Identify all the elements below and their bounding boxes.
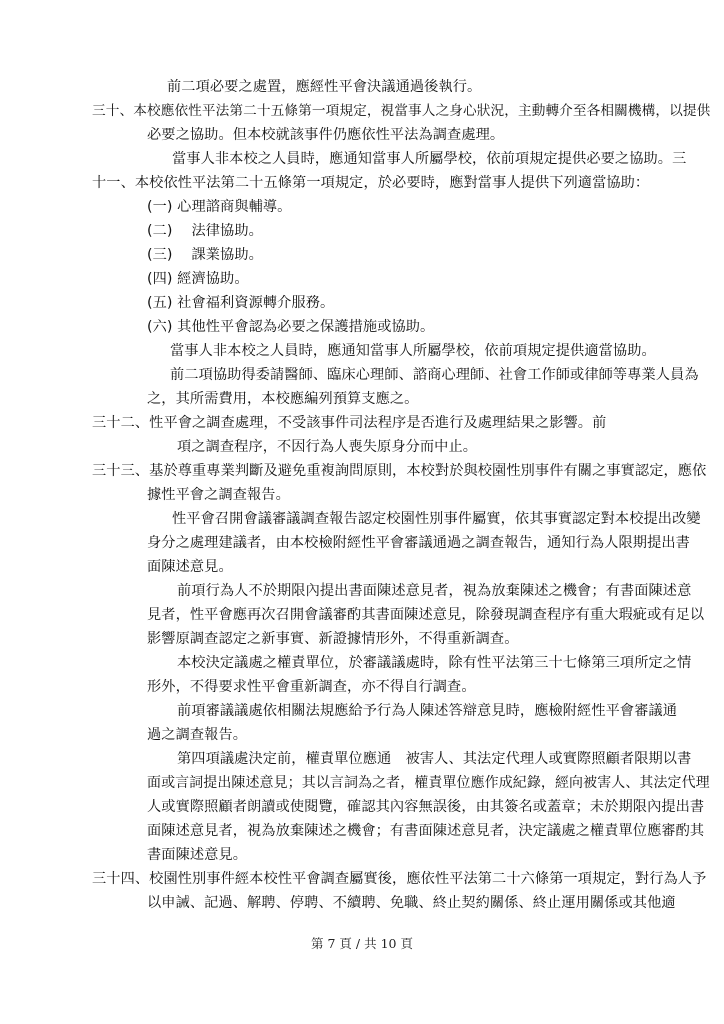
list-item: (一) 心理諮商與輔導。 [147, 199, 292, 215]
text-line: 前項行為人不於期限內提出書面陳述意見者，視為放棄陳述之機會；有書面陳述意 [177, 583, 692, 599]
text-line: 前項審議議處依相關法規應給予行為人陳述答辯意見時，應檢附經性平會審議通 [177, 703, 678, 719]
article-30-heading: 三十、本校應依性平法第二十五條第一項規定，視當事人之身心狀況，主動轉介至各相關機構，以提供 [92, 103, 711, 119]
text-line: 過之調查報告。 [147, 727, 248, 743]
page-footer: 第 7 頁 / 共 10 頁 [311, 936, 413, 951]
text-line: 見者，性平會應再次召開會議審酌其書面陳述意見，除發現調查程序有重大瑕疵或有足以 [147, 607, 705, 623]
text-line: 當事人非本校之人員時，應通知當事人所屬學校，依前項規定提供適當協助。 [170, 343, 656, 359]
text-line: 面或言詞提出陳述意見；其以言詞為之者，權責單位應作成紀錄，經向被害人、其法定代理 [147, 775, 710, 791]
text-line: 形外，不得要求性平會重新調查，亦不得自行調查。 [147, 679, 476, 695]
text-line: 性平會召開會議審議調查報告認定校園性別事件屬實，依其事實認定對本校提出改變 [172, 511, 701, 527]
text-line: 面陳述意見。 [147, 559, 233, 575]
text-line: 影響原調查認定之新事實、新證據情形外，不得重新調查。 [147, 631, 519, 647]
text-line: 前二項必要之處置，應經性平會決議通過後執行。 [167, 79, 482, 95]
article-32-heading: 三十二、性平會之調查處理，不受該事件司法程序是否進行及處理結果之影響。前 [92, 415, 607, 431]
text-line: 以申誡、記過、解聘、停聘、不續聘、免職、終止契約關係、終止運用關係或其他適 [147, 895, 676, 911]
text-line: 第四項議處決定前，權責單位應通 被害人、其法定代理人或實際照顧者限期以書 [177, 751, 692, 767]
text-line: 據性平會之調查報告。 [147, 487, 290, 503]
text-line: 人或實際照顧者朗讀或使閱覽，確認其內容無誤後，由其簽名或蓋章；未於期限內提出書 [147, 799, 705, 815]
list-item: (二) 法律協助。 [147, 223, 263, 239]
list-item: (四) 經濟協助。 [147, 271, 249, 287]
text-line: 必要之協助。但本校就該事件仍應依性平法為調查處理。 [147, 127, 505, 143]
list-item: (三) 課業協助。 [147, 247, 263, 263]
text-line: 本校決定議處之權責單位，於審議議處時，除有性平法第三十七條第三項所定之情 [177, 655, 692, 671]
list-item: (五) 社會福利資源轉介服務。 [147, 295, 335, 311]
text-line: 前二項協助得委請醫師、臨床心理師、諮商心理師、社會工作師或律師等專業人員為 [170, 367, 699, 383]
text-line: 書面陳述意見。 [147, 847, 248, 863]
text-line: 之，其所需費用，本校應編列預算支應之。 [147, 391, 419, 407]
text-line: 面陳述意見者，視為放棄陳述之機會；有書面陳述意見者，決定議處之權責單位應審酌其 [147, 823, 705, 839]
text-line: 項之調查程序，不因行為人喪失原身分而中止。 [177, 439, 478, 455]
article-31-heading: 十一、本校依性平法第二十五條第一項規定，於必要時，應對當事人提供下列適當協助： [92, 175, 650, 191]
list-item: (六) 其他性平會認為必要之保護措施或協助。 [147, 319, 435, 335]
article-33-heading: 三十三、基於尊重專業判斷及避免重複詢問原則，本校對於與校園性別事件有關之事實認定，應依 [92, 463, 707, 479]
text-line: 身分之處理建議者，由本校檢附經性平會審議通過之調查報告，通知行為人限期提出書 [147, 535, 690, 551]
text-line: 當事人非本校之人員時，應通知當事人所屬學校，依前項規定提供必要之協助。三 [172, 151, 687, 167]
article-34-heading: 三十四、校園性別事件經本校性平會調查屬實後，應依性平法第二十六條第一項規定，對行為人予 [92, 871, 707, 887]
